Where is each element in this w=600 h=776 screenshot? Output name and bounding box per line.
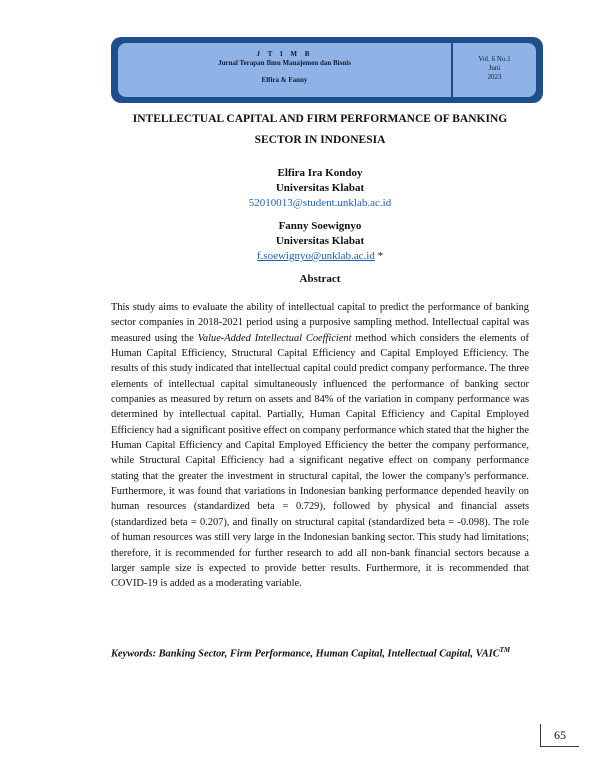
abstract-heading: Abstract [299, 273, 341, 285]
author-name: Elfira Ira Kondoy [277, 167, 363, 179]
author-affiliation: Universitas Klabat [275, 182, 365, 194]
keywords [111, 643, 529, 661]
journal-issue-info [453, 43, 536, 97]
abstract-text-part2: method which considers the elements of Human Capital Efficiency, Structural Capital Efficiency and Capital Employed Efficiency. The results of this study indicated that intellectual capital could predict company performance. The three elements of intellectual capital simultaneously influenced the performance of banking sector companies as measured by return on assets and 84% of the variation in company performance was determined by intellectual capital. Partially, Human Capital Efficiency and Capital Employed Efficiency had a significant positive effect on company performance which stated that the higher the Human Capital Efficiency and Capital Employed Efficiency the better the company performance, while Structural Capital Efficiency had a significant negative effect on company performance stating that the greater the investment in structural capital, the lower the company's performance. Furthermore, it was found that variations in Indonesian banking performance depended heavily on human resources (standardized beta = 0.729), followed by physical and financial assets (standardized beta = 0.207), and finally on structural capital (standardized beta = -0.098). The role of human resources was still very large in the Indonesian banking sector. This study had limitations; therefore, it is recommended for further research to add all non-bank financial sectors because a larger sample size is expected to provide better results. Furthermore, it is recommended that COVID-19 is added as a moderating variable. [111, 332, 529, 590]
issue-month: Juni [488, 64, 501, 72]
journal-header-info [118, 43, 451, 97]
corresponding-author-mark: * [374, 250, 384, 262]
author-email-link[interactable]: f.soewignyo@unklab.ac.id [256, 250, 375, 262]
author-block-1 [110, 166, 530, 211]
journal-abbreviation: J T I M B [256, 50, 313, 58]
abstract-body [111, 300, 529, 592]
volume-number: Vol. 6 No.1 [478, 55, 511, 63]
author-email[interactable]: 52010013@student.unklab.ac.id [248, 197, 392, 209]
abstract-method-name: Value-Added Intellectual Coefficient [197, 332, 352, 344]
page-number: 65 [540, 724, 579, 747]
abstract-text-part1: This study aims to evaluate the ability of intellectual capital to predict the performance of banking sector companies in 2018-2021 period using a purposive sampling method. Intellectual capital was measured using the [111, 302, 529, 344]
issue-year: 2023 [487, 73, 502, 81]
running-authors: Elfira & Fanny [261, 76, 308, 84]
journal-name: Jurnal Terapan Ilmu Manajemen dan Bisnis [218, 59, 351, 67]
keywords-text: Keywords: Banking Sector, Firm Performance, Human Capital, Intellectual Capital, VAIC [111, 648, 500, 660]
author-affiliation: Universitas Klabat [275, 235, 365, 247]
paper-title: INTELLECTUAL CAPITAL AND FIRM PERFORMANCE OF BANKING SECTOR IN INDONESIA [132, 113, 508, 146]
author-block-2 [110, 219, 530, 264]
author-name: Fanny Soewignyo [278, 220, 362, 232]
trademark-superscript: TM [499, 646, 511, 654]
